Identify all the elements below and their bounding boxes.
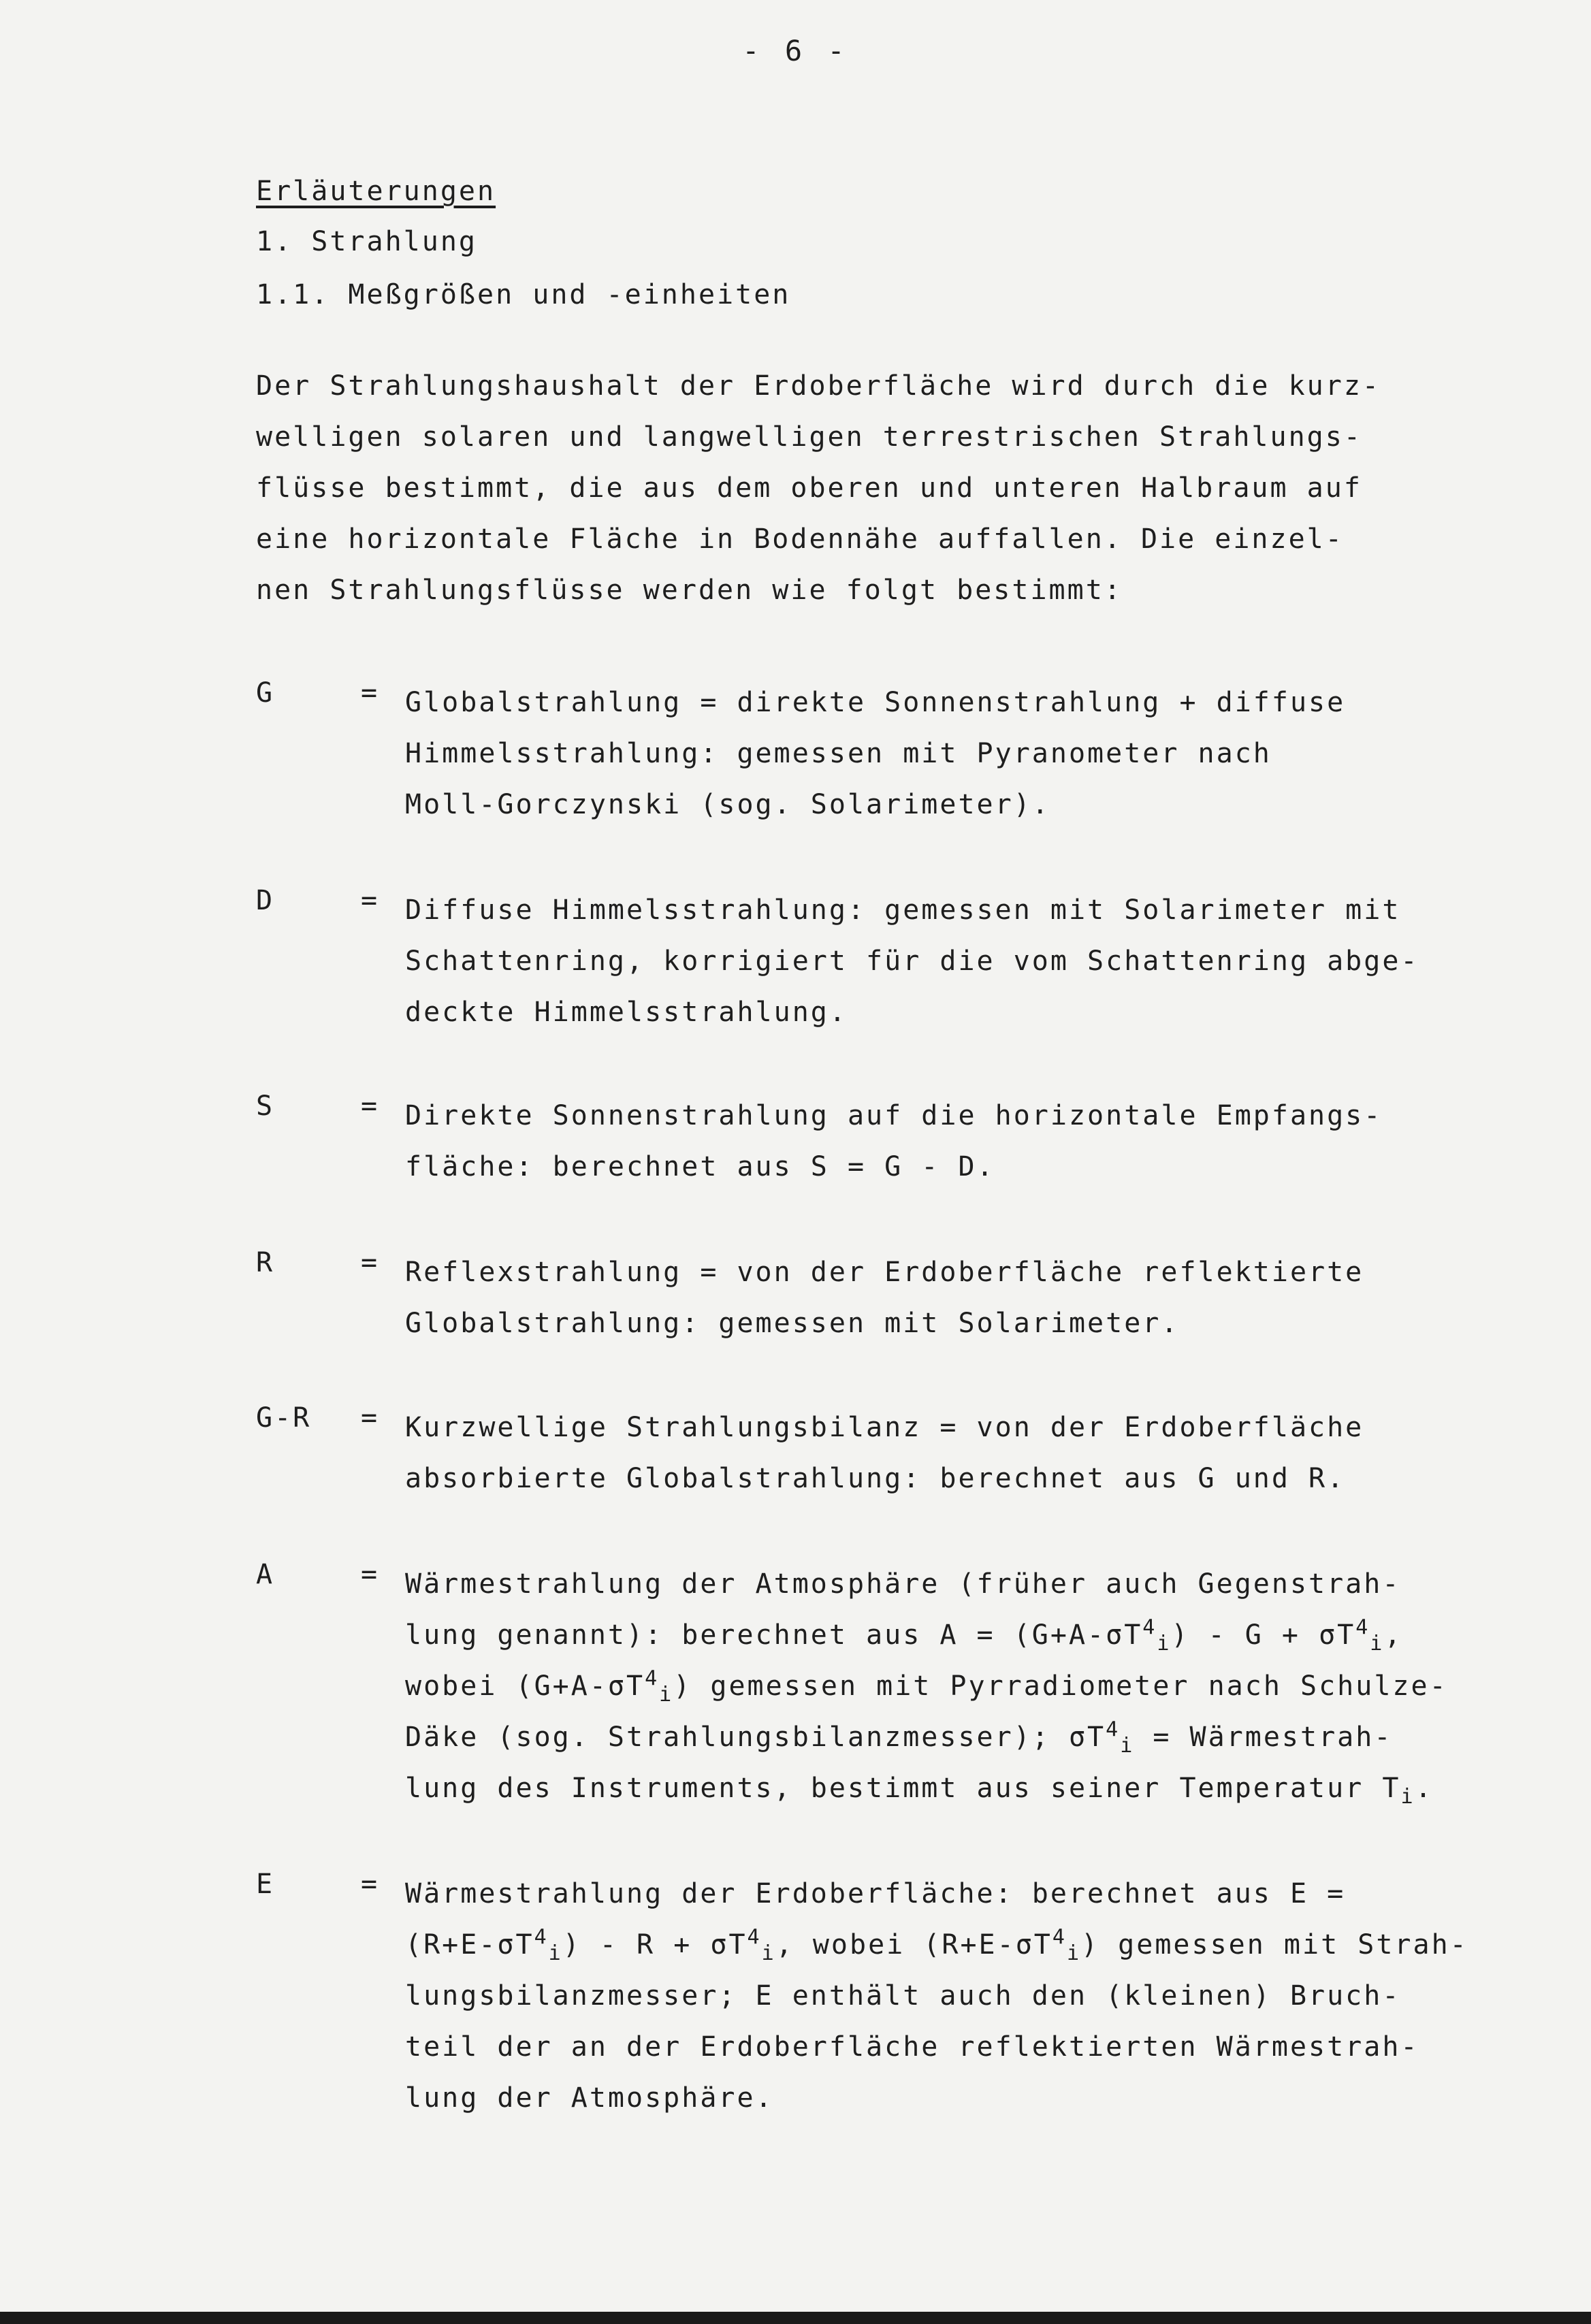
definition-text — [405, 1247, 1576, 1349]
exponent: 4 — [645, 1666, 660, 1691]
exponent: 4 — [1355, 1615, 1370, 1640]
index: i — [548, 1941, 563, 1965]
text-span: ) gemessen mit Strah- — [1081, 1929, 1468, 1960]
definition-line: Direkte Sonnenstrahlung auf die horizontale Empfangs- — [405, 1100, 1383, 1131]
definition-line: lungsbilanzmesser; E enthält auch den (kleinen) Bruch- — [405, 1980, 1401, 2012]
intro-line: flüsse bestimmt, die aus dem oberen und unteren Halbraum auf — [256, 472, 1362, 504]
exponent: 4 — [1142, 1615, 1157, 1640]
definition-symbol: S — [256, 1091, 275, 1122]
exponent: 4 — [1052, 1925, 1067, 1950]
definition-line — [405, 1712, 1576, 1763]
text-span: Däke (sog. Strahlungsbilanzmesser); σT — [405, 1722, 1106, 1753]
definition-line — [405, 1610, 1576, 1661]
index: i — [1120, 1734, 1135, 1758]
definition-line: Globalstrahlung: gemessen mit Solarimeter. — [405, 1308, 1180, 1339]
intro-line: Der Strahlungshaushalt der Erdoberfläche wird durch die kurz- — [256, 370, 1381, 402]
text-span: ) - G + σT — [1171, 1619, 1356, 1651]
text-span: , — [1384, 1619, 1403, 1651]
definition-line: deckte Himmelsstrahlung. — [405, 997, 848, 1028]
definition-symbol: G-R — [256, 1402, 312, 1434]
definition-line: Globalstrahlung = direkte Sonnenstrahlung + diffuse — [405, 687, 1346, 718]
text-span: lung des Instruments, bestimmt aus seiner Temperatur T — [405, 1773, 1401, 1804]
scan-bottom-edge — [0, 2312, 1591, 2324]
definition-text — [405, 1869, 1576, 2124]
definition-line: fläche: berechnet aus S = G - D. — [405, 1151, 995, 1182]
index: i — [1370, 1632, 1385, 1656]
definition-text — [405, 1402, 1576, 1504]
definition-line: Schattenring, korrigiert für die vom Schattenring abge- — [405, 946, 1419, 977]
page-number: - 6 - — [742, 34, 849, 67]
definition-line: Moll-Gorczynski (sog. Solarimeter). — [405, 789, 1050, 820]
equals-sign: = — [361, 1247, 378, 1278]
equals-sign: = — [361, 1559, 378, 1590]
definition-line — [405, 1920, 1576, 1971]
text-span: . — [1415, 1773, 1434, 1804]
intro-paragraph — [256, 361, 1536, 616]
exponent: 4 — [1106, 1717, 1121, 1742]
text-span: ) - R + σT — [562, 1929, 748, 1960]
text-span: wobei (G+A-σT — [405, 1671, 645, 1702]
text-span: (R+E-σT — [405, 1929, 534, 1960]
index: i — [761, 1941, 776, 1965]
definition-line: Diffuse Himmelsstrahlung: gemessen mit Solarimeter mit — [405, 894, 1401, 926]
subsection-heading: 1. Strahlung — [256, 226, 477, 257]
definition-symbol: R — [256, 1247, 275, 1278]
definition-line: Wärmestrahlung der Erdoberfläche: berechnet aus E = — [405, 1878, 1346, 1909]
definition-symbol: D — [256, 885, 275, 916]
definition-line: lung der Atmosphäre. — [405, 2082, 774, 2114]
definition-line: teil der an der Erdoberfläche reflektierten Wärmestrah- — [405, 2031, 1419, 2063]
definition-text — [405, 677, 1576, 830]
exponent: 4 — [747, 1925, 762, 1950]
definition-text — [405, 1559, 1576, 1814]
equals-sign: = — [361, 677, 378, 709]
intro-line: nen Strahlungsflüsse werden wie folgt bestimmt: — [256, 575, 1123, 606]
definition-symbol: E — [256, 1869, 275, 1900]
definition-text — [405, 1091, 1576, 1193]
index: i — [1157, 1632, 1172, 1656]
definition-line — [405, 1661, 1576, 1712]
definition-line: absorbierte Globalstrahlung: berechnet aus G und R. — [405, 1463, 1346, 1494]
equals-sign: = — [361, 1402, 378, 1434]
definition-line: Reflexstrahlung = von der Erdoberfläche reflektierte — [405, 1257, 1364, 1288]
definition-symbol: G — [256, 677, 275, 709]
definition-text — [405, 885, 1576, 1038]
index: i — [1400, 1785, 1415, 1809]
intro-line: eine horizontale Fläche in Bodennähe auffallen. Die einzel- — [256, 523, 1344, 555]
equals-sign: = — [361, 885, 378, 916]
definition-line: Kurzwellige Strahlungsbilanz = von der Erdoberfläche — [405, 1412, 1364, 1443]
text-span: lung genannt): berechnet aus A = (G+A-σT — [405, 1619, 1143, 1651]
section-heading: Erläuterungen — [256, 176, 496, 207]
definition-line — [405, 1763, 1576, 1814]
equals-sign: = — [361, 1869, 378, 1900]
definition-symbol: A — [256, 1559, 275, 1590]
text-span: = Wärmestrah- — [1134, 1722, 1393, 1753]
equals-sign: = — [361, 1091, 378, 1122]
subsubsection-heading: 1.1. Meßgrößen und -einheiten — [256, 279, 791, 310]
definition-line: Himmelsstrahlung: gemessen mit Pyranometer nach — [405, 738, 1272, 769]
definition-line: Wärmestrahlung der Atmosphäre (früher auch Gegenstrah- — [405, 1568, 1401, 1600]
text-span: , wobei (R+E-σT — [775, 1929, 1052, 1960]
index: i — [1066, 1941, 1082, 1965]
intro-line: welligen solaren und langwelligen terrestrischen Strahlungs- — [256, 421, 1362, 453]
text-span: ) gemessen mit Pyrradiometer nach Schulze- — [673, 1671, 1448, 1702]
exponent: 4 — [534, 1925, 549, 1950]
index: i — [659, 1683, 674, 1707]
